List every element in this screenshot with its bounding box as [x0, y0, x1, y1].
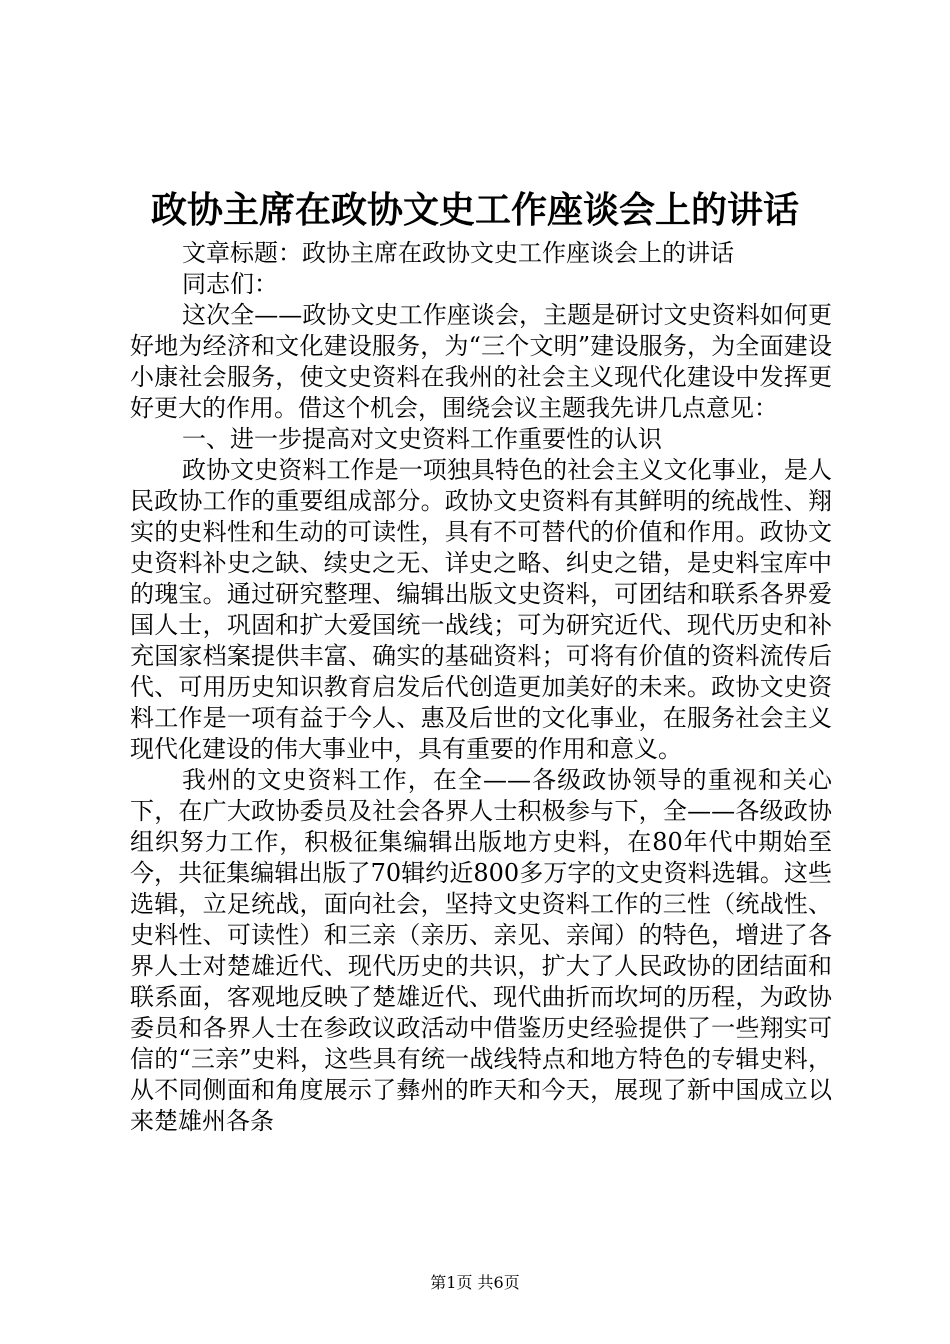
paragraph-intro: 这次全——政协文史工作座谈会，主题是研讨文史资料如何更好地为经济和文化建设服务，为“三个文明”建设服务，为全面建设小康社会服务，使文史资料在我州的社会主义现代化建设中发挥更好更大的作用。借这个机会，围绕会议主题我先讲几点意见： — [130, 301, 832, 422]
page-number-footer: 第1页 共6页 — [430, 1273, 520, 1292]
paragraph-article-title: 文章标题：政协主席在政协文史工作座谈会上的讲话 — [182, 239, 734, 267]
section-heading-1: 一、进一步提高对文史资料工作重要性的认识 — [182, 425, 662, 453]
paragraph-salutation: 同志们： — [182, 270, 278, 298]
paragraph-achievements: 我州的文史资料工作，在全——各级政协领导的重视和关心下，在广大政协委员及社会各界人士积极参与下，全——各级政协组织努力工作，积极征集编辑出版地方史料，在80年代中期始至今，共征集编辑出版了70辑约近800多万字的文史资料选辑。这些选辑，立足统战，面向社会，坚持文史资料工作的三性（统战性、史料性、可读性）和三亲（亲历、亲见、亲闻）的特色，增进了各界人士对楚雄近代、现代历史的共识，扩大了人民政协的团结面和联系面，客观地反映了楚雄近代、现代曲折而坎坷的历程，为政协委员和各界人士在参政议政活动中借鉴历史经验提供了一些翔实可信的“三亲”史料，这些具有统一战线特点和地方特色的专辑史料，从不同侧面和角度展示了彝州的昨天和今天，展现了新中国成立以来楚雄州各条 — [130, 766, 832, 1135]
paragraph-importance: 政协文史资料工作是一项独具特色的社会主义文化事业，是人民政协工作的重要组成部分。政协文史资料有其鲜明的统战性、翔实的史料性和生动的可读性，具有不可替代的价值和作用。政协文史资料补史之缺、续史之无、详史之略、纠史之错，是史料宝库中的瑰宝。通过研究整理、编辑出版文史资料，可团结和联系各界爱国人士，巩固和扩大爱国统一战线；可为研究近代、现代历史和补充国家档案提供丰富、确实的基础资料；可将有价值的资料流传后代、可用历史知识教育启发后代创造更加美好的未来。政协文史资料工作是一项有益于今人、惠及后世的文化事业，在服务社会主义现代化建设的伟大事业中，具有重要的作用和意义。 — [130, 456, 832, 763]
document-body — [130, 238, 832, 1137]
document-title: 政协主席在政协文史工作座谈会上的讲话 — [150, 189, 799, 231]
